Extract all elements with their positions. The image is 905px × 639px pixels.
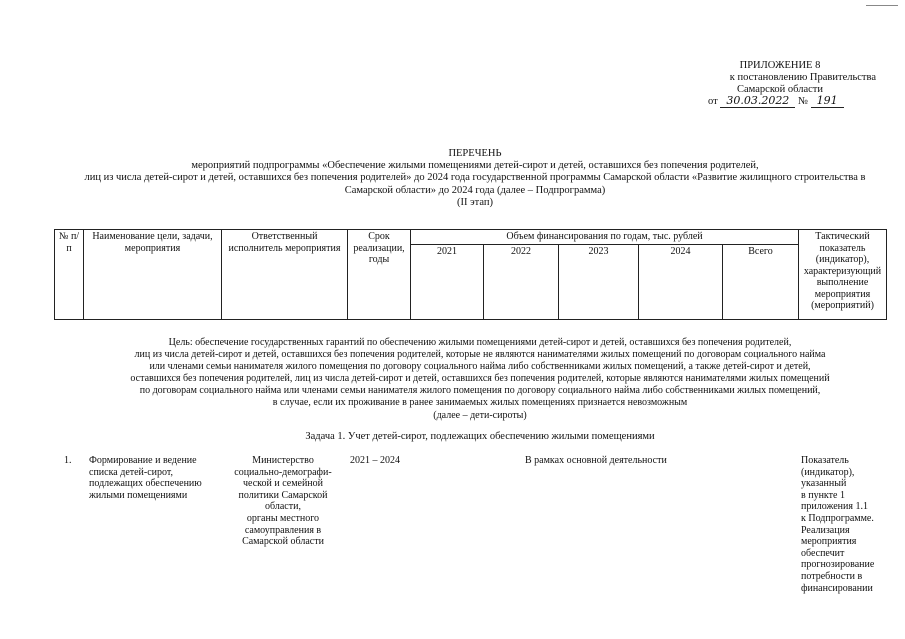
activity-line: списка детей-сирот,: [89, 466, 174, 478]
row-financing: В рамках основной деятельности: [525, 455, 667, 466]
row-activity-name: [89, 455, 209, 501]
activity-line: жилыми помещениями: [89, 489, 188, 501]
executor-line: ческой и семейной: [242, 478, 324, 490]
title-heading: ПЕРЕЧЕНЬ: [448, 148, 502, 159]
appendix-region: Самарской области: [737, 84, 823, 95]
indicator-line: приложения 1.1: [801, 501, 868, 513]
executor-line: Министерство: [252, 455, 314, 466]
header-year-2023: 2023: [559, 244, 639, 319]
top-rule: [866, 5, 898, 6]
title-line: мероприятий подпрограммы «Обеспечение жилыми помещениями детей-сирот и детей, оставшихся без попечения родителей,: [191, 160, 759, 172]
indicator-line: в пункте 1: [801, 489, 845, 501]
indicator-line: мероприятия: [801, 536, 857, 548]
indicator-line: прогнозирование: [801, 559, 875, 571]
date-prefix: от: [708, 96, 718, 107]
executor-line: Самарской области: [242, 536, 324, 548]
goal-line: или членами семьи нанимателя жилого помещения по договору социального найма либо собственниками жилых помещений, а также детей-сирот и детей,: [149, 361, 811, 373]
goal-text: [60, 337, 900, 422]
header-indicator: Тактический показатель (индикатор), характеризующий выполнение мероприятия (мероприятий): [799, 230, 887, 320]
number-prefix: №: [797, 96, 808, 107]
indicator-line: (индикатор),: [801, 466, 855, 478]
header-financing: Объем финансирования по годам, тыс. рублей: [411, 230, 799, 245]
table-header: [54, 229, 887, 320]
executor-line: органы местного: [246, 512, 320, 524]
header-executor: Ответственный исполнитель мероприятия: [222, 230, 348, 320]
appendix-title: ПРИЛОЖЕНИЕ 8: [739, 60, 821, 71]
title-line: (II этап): [457, 196, 493, 208]
header-year-2022: 2022: [484, 244, 559, 319]
activity-line: подлежащих обеспечению: [89, 478, 202, 490]
handwritten-date: 30.03.2022: [720, 94, 795, 108]
indicator-line: указанный: [801, 478, 847, 490]
row-number: 1.: [64, 455, 72, 466]
title-line: Самарской области» до 2024 года (далее – Подпрограмма): [344, 184, 606, 196]
goal-line: в случае, если их проживание в ранее занимаемых жилых помещениях признается невозможным: [272, 397, 688, 409]
row-term: 2021 – 2024: [350, 455, 400, 466]
executor-line: области,: [265, 501, 301, 513]
goal-line: Цель: обеспечение государственных гарантий по обеспечению жилыми помещениями детей-сирот и детей, оставшихся без попечения родителей,: [168, 337, 792, 348]
header-year-2021: 2021: [411, 244, 484, 319]
header-year-2024: 2024: [639, 244, 723, 319]
activity-line: Формирование и ведение: [89, 455, 197, 466]
indicator-line: потребности в: [801, 570, 863, 582]
indicator-line: Реализация: [801, 524, 850, 536]
header-name: Наименование цели, задачи, мероприятия: [84, 230, 222, 320]
goal-line: по договорам социального найма или членами семьи нанимателя жилого помещения по договору социального найма либо собственниками жилых помещений,: [139, 385, 821, 397]
handwritten-number: 191: [811, 94, 844, 108]
task-heading: Задача 1. Учет детей-сирот, подлежащих обеспечению жилыми помещениями: [305, 431, 655, 442]
document-title: [60, 148, 890, 209]
executor-line: самоуправления в: [244, 524, 322, 536]
appendix-date-line: [708, 95, 905, 108]
header-term: Срок реализации, годы: [348, 230, 411, 320]
goal-line: оставшихся без попечения родителей, лиц из числа детей-сирот и детей, оставшихся без попечения родителей, которые являются нанимателями жилых помещений: [130, 373, 830, 385]
goal-line: лиц из числа детей-сирот и детей, оставшихся без попечения родителей, которые не являются нанимателями жилых помещений по договорам социального найма: [134, 349, 826, 361]
executor-line: социально-демографи-: [234, 466, 332, 478]
appendix-header: [640, 60, 905, 96]
title-line: лиц из числа детей-сирот и детей, оставшихся без попечения родителей» до 2024 года государственной программы Самарской области «Развитие жилищного строительства в: [84, 172, 866, 184]
row-indicator: [801, 455, 901, 594]
header-total: Всего: [723, 244, 799, 319]
goal-line: (далее – дети-сироты): [433, 409, 527, 421]
header-num: № п/п: [55, 230, 84, 320]
indicator-line: Показатель: [801, 455, 849, 466]
indicator-line: финансировании: [801, 582, 873, 594]
indicator-line: к Подпрограмме.: [801, 512, 874, 524]
executor-line: политики Самарской: [238, 489, 328, 501]
appendix-ref: к постановлению Правительства: [729, 72, 876, 83]
row-executor: [228, 455, 338, 548]
indicator-line: обеспечит: [801, 547, 845, 559]
